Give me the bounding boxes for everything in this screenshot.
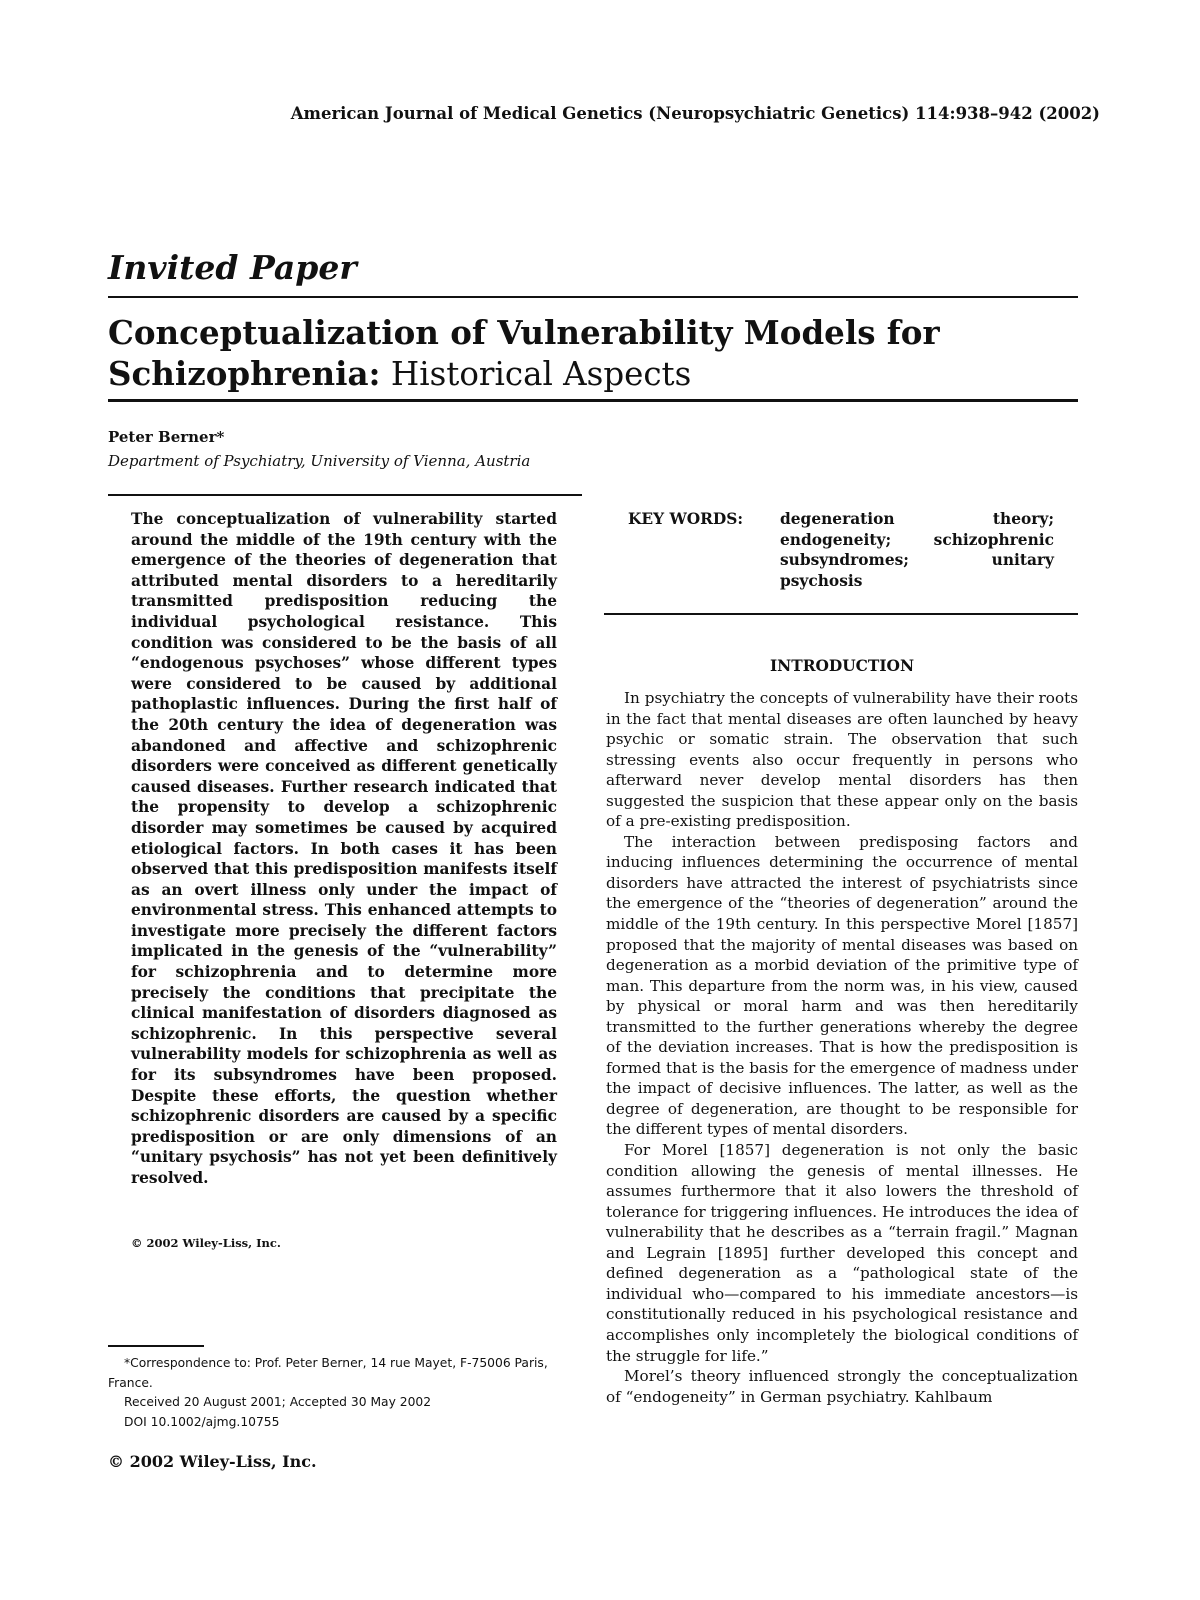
author-name: Peter Berner* (108, 428, 225, 446)
intro-paragraph: For Morel [1857] degeneration is not only the basic condition allowing the genesis of mental illnesses. He assumes furthermore that it also lowers the threshold of tolerance for triggering influences. He introduces the idea of vulnerability that he describes as a “terrain fragil.” Magnan and Legrain [1895] further developed this concept and defined degeneration as a “pathological state of the individual who—compared to his immediate ancestors—is constitutionally reduced in his psychological resistance and accomplishes only incompletely the biological conditions of the struggle for life.” (606, 1141, 1078, 1365)
running-head: American Journal of Medical Genetics (Neuropsychiatric Genetics) 114:938–942 (2002) (290, 104, 1100, 123)
title-subtitle: Historical Aspects (380, 355, 692, 393)
correspondence-note: *Correspondence to: Prof. Peter Berner, 14 rue Mayet, F-75006 Paris, France. (108, 1356, 548, 1390)
author-affiliation: Department of Psychiatry, University of Vienna, Austria (108, 452, 531, 470)
footnote-rule (108, 1345, 204, 1347)
introduction-heading: INTRODUCTION (769, 657, 915, 675)
keywords-bottom-rule (604, 613, 1078, 615)
title-bottom-rule (108, 399, 1078, 402)
intro-paragraph: In psychiatry the concepts of vulnerability have their roots in the fact that mental diseases are often launched by heavy psychic or somatic strain. The observation that such stressing events also occur frequently in persons who afterward never develop mental disorders has then suggested the suspicion that these appear only on the basis of a pre-existing predisposition. (606, 689, 1078, 831)
intro-paragraph: Morel’s theory influenced strongly the conceptualization of “endogeneity” in German psychiatry. Kahlbaum (606, 1367, 1078, 1406)
section-type-label: Invited Paper (108, 248, 357, 287)
keywords-label: KEY WORDS: (628, 510, 744, 528)
keywords-terms: degeneration theory; endogeneity; schizophrenic subsyndromes; unitary psychosis (780, 510, 1054, 590)
abstract-top-rule (108, 494, 582, 496)
keywords-block (628, 509, 1054, 591)
introduction-body (606, 688, 1078, 1407)
title-main: Conceptualization of Vulnerability Models for Schizophrenia: (108, 313, 940, 393)
footer-copyright: © 2002 Wiley-Liss, Inc. (108, 1452, 317, 1471)
abstract-text: The conceptualization of vulnerability started around the middle of the 19th century with the emergence of the theories of degeneration that attributed mental disorders to a hereditarily transmitted predisposition reducing the individual psychological resistance. This condition was considered to be the basis of all “endogenous psychoses” whose different types were considered to be caused by additional pathoplastic influences. During the first half of the 20th century the idea of degeneration was abandoned and affective and schizophrenic disorders were conceived as different genetically caused diseases. Further research indicated that the propensity to develop a schizophrenic disorder may sometimes be caused by acquired etiological factors. In both cases it has been observed that this predisposition manifests itself as an overt illness only under the impact of environmental stress. This enhanced attempts to investigate more precisely the different factors implicated in the genesis of the “vulnerability” for schizophrenia and to determine more precisely the conditions that precipitate the clinical manifestation of disorders diagnosed as schizophrenic. In this perspective several vulnerability models for schizophrenia as well as for its subsyndromes have been proposed. Despite these efforts, the question whether schizophrenic disorders are caused by a specific predisposition or are only dimensions of an “unitary psychosis” has not yet been definitively resolved. (131, 510, 557, 1187)
title-top-rule (108, 296, 1078, 298)
footnotes (108, 1354, 582, 1432)
received-accepted-note: Received 20 August 2001; Accepted 30 May 2002 (124, 1395, 432, 1410)
abstract-copyright: © 2002 Wiley-Liss, Inc. (131, 1236, 281, 1250)
intro-paragraph: The interaction between predisposing factors and inducing influences determining the occurrence of mental disorders have attracted the interest of psychiatrists since the emergence of the “theories of degeneration” around the middle of the 19th century. In this perspective Morel [1857] proposed that the majority of mental diseases was based on degeneration as a morbid deviation of the primitive type of man. This departure from the norm was, in his view, caused by physical or moral harm and was then hereditarily transmitted to the further generations whereby the degree of the deviation increases. That is how the predisposition is formed that is the basis for the emergence of madness under the impact of decisive influences. The latter, as well as the degree of degeneration, are thought to be responsible for the different types of mental disorders. (606, 832, 1078, 1139)
article-title (108, 312, 1108, 395)
doi-note: DOI 10.1002/ajmg.10755 (124, 1414, 280, 1429)
